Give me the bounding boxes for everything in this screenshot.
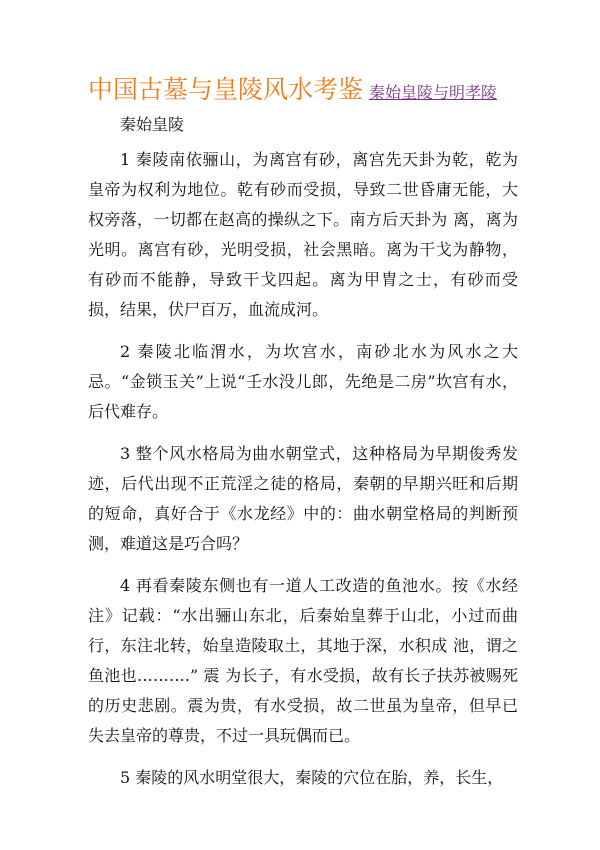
paragraph-4: 4 再看秦陵东侧也有一道人工改造的鱼池水。按《水经注》记载：“水出骊山东北，后秦始皇葬于山北，小过而曲行，东注北转，始皇造陵取土，其地于深，水积成 池，谓之鱼池也……….” 震 为长子，有水受损，故有长子扶苏被赐死的历史悲剧。震为贵，有水受损，故二世虽为皇帝，但早已失去皇帝的尊贵，不过一具玩偶而已。 (88, 576, 518, 745)
paragraph-3: 3 整个风水格局为曲水朝堂式，这种格局为早期俊秀发迹，后代出现不正荒淫之徒的格局，秦朝的早期兴旺和后期的短命，真好合于《水龙经》中的：曲水朝堂格局的判断预测，难道这是巧合吗？ (88, 444, 518, 553)
paragraph-1: 1 秦陵南依骊山，为离宫有砂，离宫先天卦为乾，乾为皇帝为权利为地位。乾有砂而受损，导致二世昏庸无能，大权旁落，一切都在赵高的操纵之下。南方后天卦为 离，离为光明。离宫有砂，光明受损，社会黑暗。离为干戈为静物，有砂而不能静，导致干戈四起。离为甲胄之士，有砂而受损，结果，伏尸百万，血流成河。 (88, 150, 518, 319)
paragraph-2: 2 秦陵北临渭水，为坎宫水，南砂北水为风水之大忌。“金锁玉关”上说“壬水没儿郎，先绝是二房”坎宫有水，后代难存。 (88, 342, 518, 421)
subtitle-link[interactable]: 秦始皇陵与明孝陵 (369, 83, 498, 102)
section-heading: 秦始皇陵 (120, 115, 185, 134)
paragraph-5: 5 秦陵的风水明堂很大，秦陵的穴位在胎，养，长生， (120, 768, 504, 787)
document-page (88, 72, 518, 793)
title-row (88, 72, 518, 108)
page-title: 中国古墓与皇陵风水考鉴 (88, 75, 364, 104)
